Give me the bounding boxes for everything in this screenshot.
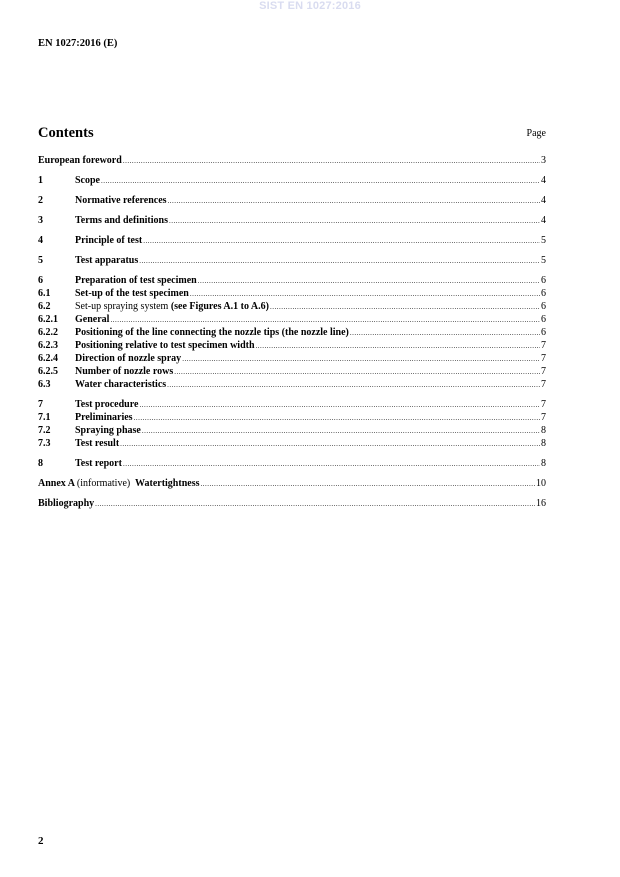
toc-entry-number: 6.2.4: [38, 353, 58, 364]
toc-leader-dots: [101, 175, 540, 188]
toc-entry-number: 3: [38, 215, 43, 226]
toc-entry-general[interactable]: [38, 313, 546, 326]
toc-leader-dots: [120, 438, 540, 451]
toc-leader-dots: [198, 275, 540, 288]
toc-entry-page: 7: [541, 412, 546, 423]
toc-entry-page: 3: [541, 155, 546, 166]
toc-entry-number: 5: [38, 255, 43, 266]
toc-entry-title: Positioning of the line connecting the nozzle tips (the nozzle line): [75, 327, 349, 338]
toc-leader-dots: [168, 195, 540, 208]
toc-entry-number: 6.3: [38, 379, 51, 390]
toc-entry-number: 6.2.5: [38, 366, 58, 377]
toc-entry-page: 6: [541, 327, 546, 338]
toc-entry-number: 6.1: [38, 288, 51, 299]
toc-leader-dots: [350, 327, 540, 340]
watermark: SIST EN 1027:2016: [259, 0, 361, 12]
toc-entry-title: Test apparatus: [75, 255, 139, 266]
toc-entry-page: 7: [541, 340, 546, 351]
toc-entry-test-result[interactable]: [38, 437, 546, 450]
toc-entry-page: 4: [541, 175, 546, 186]
toc-entry-page: 6: [541, 314, 546, 325]
toc-leader-dots: [167, 379, 540, 392]
toc-entry-number: 6.2.2: [38, 327, 58, 338]
page-column-label: Page: [526, 128, 546, 139]
toc-entry-page: 4: [541, 195, 546, 206]
toc-entry-page: 6: [541, 301, 546, 312]
toc-entry-title: Test report: [75, 458, 122, 469]
toc-entry-page: 5: [541, 235, 546, 246]
page-number: 2: [38, 835, 44, 847]
toc-leader-dots: [142, 425, 540, 438]
toc-entry-page: 5: [541, 255, 546, 266]
toc-leader-dots: [139, 255, 540, 268]
toc-entry-number: 6: [38, 275, 43, 286]
toc-entry-setup-of-test-specimen[interactable]: [38, 287, 546, 300]
toc-entry-title: European foreword: [38, 155, 122, 166]
toc-entry-title: Water characteristics: [75, 379, 167, 390]
toc-entry-number: 7.2: [38, 425, 51, 436]
toc-leader-dots: [134, 412, 540, 425]
toc-leader-dots: [182, 353, 540, 366]
toc-entry-page: 6: [541, 275, 546, 286]
toc-entry-page: 6: [541, 288, 546, 299]
toc-leader-dots: [201, 478, 536, 491]
toc-entry-number-nozzle-rows[interactable]: [38, 365, 546, 378]
toc-entry-setup-spraying-system[interactable]: [38, 300, 546, 313]
toc-entry-title: Number of nozzle rows: [75, 366, 174, 377]
contents-title: Contents: [38, 125, 94, 141]
toc-entry-bibliography[interactable]: [38, 497, 546, 510]
toc-entry-page: 10: [536, 478, 546, 489]
toc-entry-number: 6.2: [38, 301, 51, 312]
toc-entry-title: Principle of test: [75, 235, 143, 246]
toc-entry-page: 7: [541, 353, 546, 364]
toc-entry-page: 8: [541, 425, 546, 436]
toc-entry-page: 8: [541, 458, 546, 469]
toc-entry-page: 7: [541, 399, 546, 410]
toc-entry-number: 7: [38, 399, 43, 410]
toc-entry-title: General: [75, 314, 110, 325]
toc-entry-principle-of-test[interactable]: [38, 234, 546, 247]
toc-entry-title: Bibliography: [38, 498, 95, 509]
toc-entry-european-foreword[interactable]: [38, 154, 546, 167]
toc-leader-dots: [139, 399, 540, 412]
toc-entry-title: [75, 300, 269, 313]
toc-entry-page: 16: [536, 498, 546, 509]
toc-entry-number: 6.2.3: [38, 340, 58, 351]
toc-entry-direction-nozzle-spray[interactable]: [38, 352, 546, 365]
toc-leader-dots: [169, 215, 540, 228]
toc-entry-number: 8: [38, 458, 43, 469]
toc-entry-preliminaries[interactable]: [38, 411, 546, 424]
toc-entry-title: Positioning relative to test specimen width: [75, 340, 255, 351]
toc-entry-page: 8: [541, 438, 546, 449]
table-of-contents: [38, 154, 546, 510]
toc-entry-number: 2: [38, 195, 43, 206]
toc-entry-title: Set-up of the test specimen: [75, 288, 189, 299]
toc-entry-title: Preparation of test specimen: [75, 275, 197, 286]
toc-leader-dots: [174, 366, 540, 379]
toc-entry-page: 4: [541, 215, 546, 226]
toc-leader-dots: [143, 235, 540, 248]
toc-leader-dots: [123, 458, 540, 471]
toc-entry-title-mid: (informative): [76, 478, 131, 489]
toc-entry-page: 7: [541, 379, 546, 390]
toc-entry-annex-a[interactable]: [38, 477, 546, 490]
toc-entry-title: Spraying phase: [75, 425, 141, 436]
toc-entry-title: [38, 477, 200, 490]
toc-entry-number: 7.3: [38, 438, 51, 449]
toc-entry-title: Terms and definitions: [75, 215, 168, 226]
toc-entry-title: Test procedure: [75, 399, 139, 410]
toc-entry-title-main: Set-up spraying system: [75, 301, 169, 312]
toc-entry-number: 7.1: [38, 412, 51, 423]
toc-entry-number: 4: [38, 235, 43, 246]
toc-entry-water-characteristics[interactable]: [38, 378, 546, 391]
toc-entry-number: 6.2.1: [38, 314, 58, 325]
document-id: EN 1027:2016 (E): [38, 38, 118, 49]
toc-entry-terms-and-definitions[interactable]: [38, 214, 546, 227]
toc-entry-title: Scope: [75, 175, 100, 186]
toc-entry-positioning-relative-width[interactable]: [38, 339, 546, 352]
toc-entry-test-report[interactable]: [38, 457, 546, 470]
toc-entry-positioning-nozzle-line[interactable]: [38, 326, 546, 339]
toc-leader-dots: [256, 340, 540, 353]
toc-entry-number: 1: [38, 175, 43, 186]
toc-entry-test-procedure[interactable]: [38, 398, 546, 411]
toc-entry-title: Direction of nozzle spray: [75, 353, 182, 364]
toc-entry-title: Preliminaries: [75, 412, 133, 423]
toc-entry-scope[interactable]: [38, 174, 546, 187]
toc-entry-title-suffix: Watertightness: [135, 478, 200, 489]
toc-leader-dots: [270, 301, 540, 314]
toc-entry-preparation-of-test-specimen[interactable]: [38, 274, 546, 287]
toc-leader-dots: [123, 155, 540, 168]
toc-entry-test-apparatus[interactable]: [38, 254, 546, 267]
toc-entry-page: 7: [541, 366, 546, 377]
toc-entry-title-main: Annex A: [38, 478, 75, 489]
toc-entry-normative-references[interactable]: [38, 194, 546, 207]
toc-entry-title-suffix: (see Figures A.1 to A.6): [170, 301, 269, 312]
toc-entry-spraying-phase[interactable]: [38, 424, 546, 437]
toc-entry-title: Normative references: [75, 195, 167, 206]
toc-leader-dots: [95, 498, 535, 511]
toc-entry-title: Test result: [75, 438, 120, 449]
